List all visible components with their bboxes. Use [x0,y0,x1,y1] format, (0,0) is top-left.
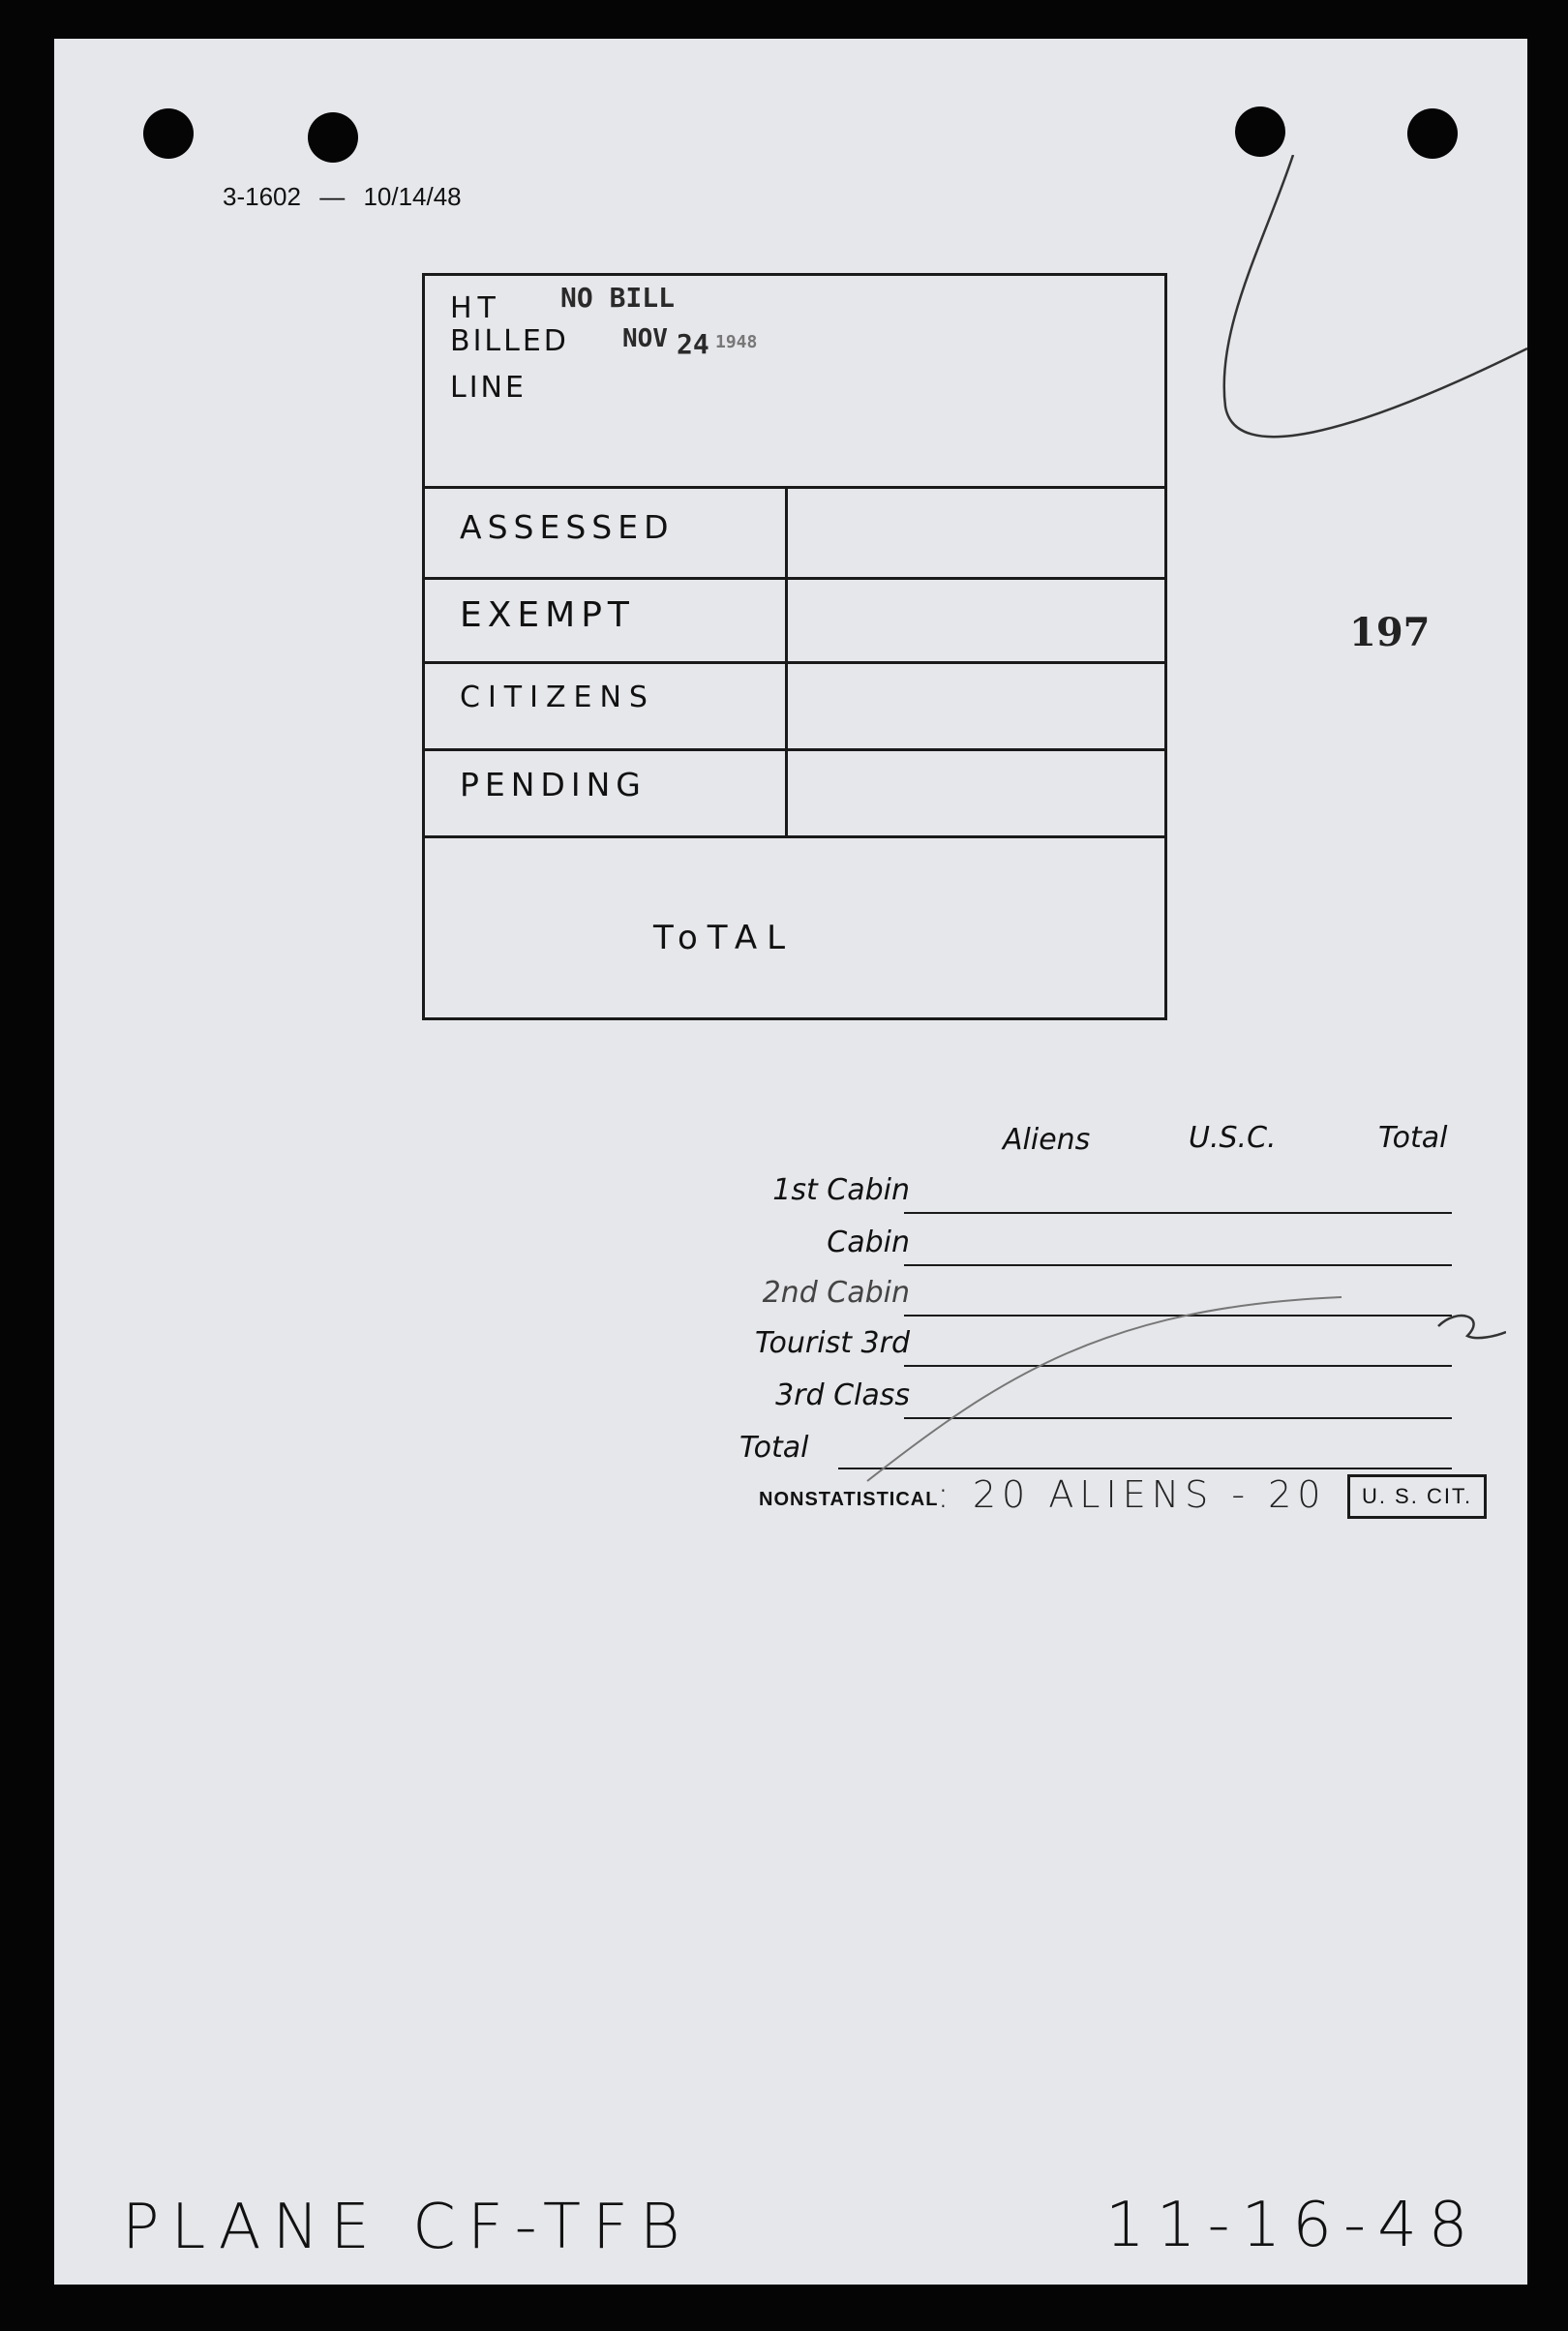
nonstatistical-label: NONSTATISTICAL [759,1489,939,1510]
pen-stroke [858,1268,1506,1491]
pending-label: PENDING [460,766,647,803]
punch-hole-top-right-1 [1235,106,1285,157]
column-header-total: Total [1378,1121,1448,1155]
header-dash: — [319,182,346,211]
footer-date: 11-16-48 [1105,2190,1480,2261]
divider [425,577,1164,580]
total-label: ToTAL [653,919,796,957]
ledger-row-cabin: Cabin [827,1226,910,1259]
stamp-day: 24 [677,328,709,360]
ledger-row-1st-cabin: 1st Cabin [772,1173,910,1207]
column-header-usc: U.S.C. [1189,1121,1277,1155]
punch-hole-top-left-1 [143,108,194,159]
punch-hole-top-left-2 [308,112,358,163]
no-bill-stamp: NO BILL [560,282,676,314]
punch-hole-top-right-2 [1407,108,1458,159]
column-divider [785,486,788,835]
citizens-label: CITIZENS [460,681,655,714]
assessed-label: ASSESSED [460,508,675,546]
us-cit-stamp: U. S. CIT. [1347,1474,1487,1519]
billing-box [422,273,1167,1020]
ledger-row-tourist-3rd: Tourist 3rd [754,1326,910,1360]
stamp-year: 1948 [715,332,758,352]
billed-label: BILLED [450,324,569,358]
divider [425,661,1164,664]
divider [425,835,1164,838]
ledger-row-3rd-class: 3rd Class [775,1378,910,1412]
pen-stroke [1158,155,1527,494]
column-header-aliens: Aliens [1003,1123,1091,1157]
ledger-line [904,1212,1452,1214]
divider [425,486,1164,489]
file-number: 3-1602 [223,182,301,211]
divider [425,748,1164,751]
stamp-month: NOV [622,324,668,353]
exempt-label: EXEMPT [460,595,635,635]
file-reference [223,182,462,212]
ledger-row-total: Total [739,1431,809,1465]
document-page [54,39,1527,2285]
file-date: 10/14/48 [363,182,462,211]
nonstatistical-note: : 20 ALIENS - 20 [937,1473,1327,1516]
ledger-row-2nd-cabin: 2nd Cabin [762,1276,910,1310]
line-label: LINE [450,371,527,405]
ht-label: HT [450,291,501,325]
page-number: 197 [1349,610,1431,655]
ledger-line [904,1264,1452,1266]
plane-annotation: PLANE CF-TFB [122,2192,692,2263]
